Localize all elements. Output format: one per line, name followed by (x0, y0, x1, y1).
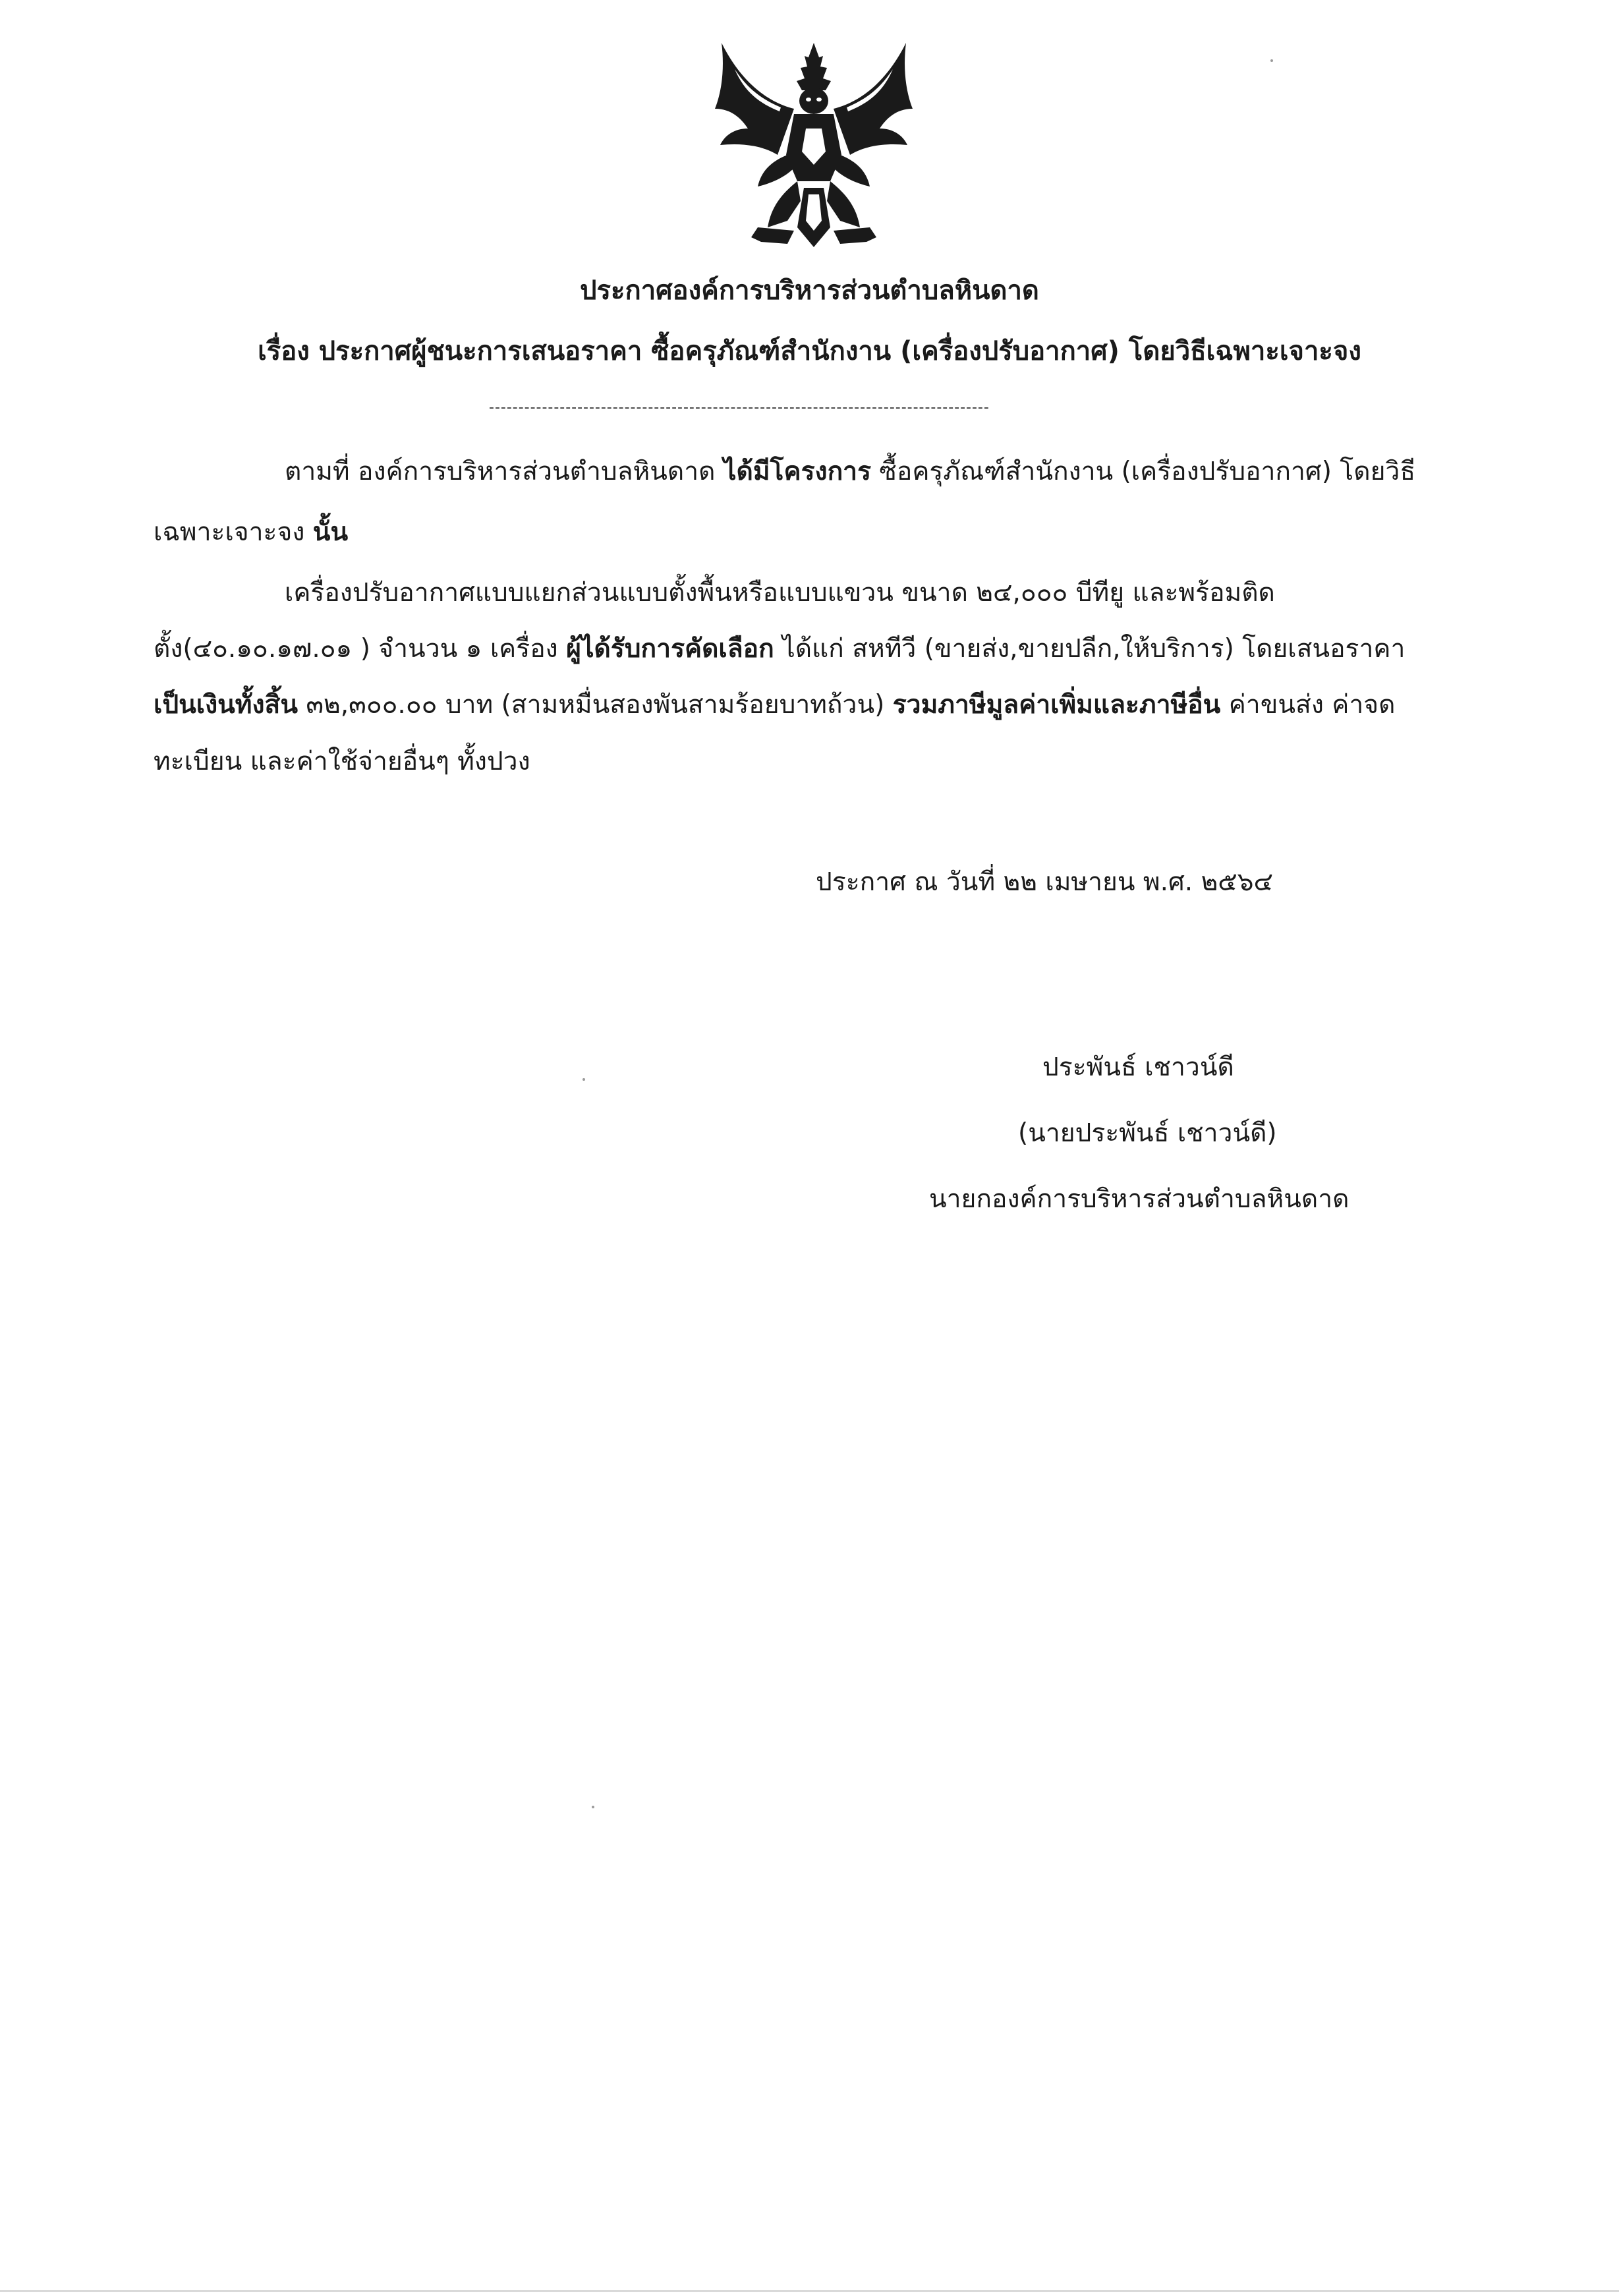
p1-line2-text-a: เฉพาะเจาะจง (154, 517, 313, 547)
p1-text-c: ซื้อครุภัณฑ์สำนักงาน (เครื่องปรับอากาศ) โดยวิธี (871, 457, 1416, 486)
announcement-date: ประกาศ ณ วันที่ ๒๒ เมษายน พ.ศ. ๒๕๖๔ (816, 867, 1274, 897)
scan-edge (0, 2290, 1619, 2292)
signature-name: ประพันธ์ เชาวน์ดี (1042, 1052, 1234, 1082)
p2-line3-text-a: เป็นเงินทั้งสิ้น (154, 690, 298, 720)
scan-speck (582, 1078, 585, 1081)
p2-line3-text-d: ค่าขนส่ง ค่าจด (1220, 690, 1396, 720)
separator-line: ------------------------------------------------------------------------------------- (489, 399, 990, 416)
garuda-emblem-icon (695, 30, 932, 267)
announcement-subject: เรื่อง ประกาศผู้ชนะการเสนอราคา ซื้อครุภัณฑ์สำนักงาน (เครื่องปรับอากาศ) โดยวิธีเฉพาะเจาะจง (258, 336, 1361, 366)
p1-text-b: ได้มีโครงการ (723, 457, 872, 486)
paragraph-2-line-1: เครื่องปรับอากาศแบบแยกส่วนแบบตั้งพื้นหรือแบบแขวน ขนาด ๒๔,๐๐๐ บีทียู และพร้อมติด (285, 578, 1275, 608)
paragraph-2-line-2 (154, 631, 1405, 668)
paragraph-2-line-4: ทะเบียน และค่าใช้จ่ายอื่นๆ ทั้งปวง (154, 747, 530, 776)
paragraph-2-line-3 (154, 687, 1395, 724)
paragraph-1-line-2 (154, 514, 348, 551)
p2-line2-text-c: ได้แก่ สหทีวี (ขายส่ง,ขายปลีก,ให้บริการ) โดยเสนอราคา (774, 634, 1406, 664)
p2-line2-text-b: ผู้ได้รับการคัดเลือก (566, 634, 774, 664)
signatory-position: นายกองค์การบริหารส่วนตำบลหินดาด (929, 1184, 1349, 1214)
scan-speck (592, 1806, 594, 1808)
scan-speck (1270, 59, 1273, 62)
p2-line2-text-a: ตั้ง(๔๐.๑๐.๑๗.๐๑ ) จำนวน ๑ เครื่อง (154, 634, 567, 664)
signatory-full-name: (นายประพันธ์ เชาวน์ดี) (1018, 1118, 1277, 1148)
p2-line3-text-c: รวมภาษีมูลค่าเพิ่มและภาษีอื่น (892, 690, 1221, 720)
p1-text-a: ตามที่ องค์การบริหารส่วนตำบลหินดาด (285, 457, 724, 486)
paragraph-1-line-1 (285, 453, 1415, 490)
p1-line2-text-b: นั้น (312, 517, 349, 547)
p2-line3-text-b: ๓๒,๓๐๐.๐๐ บาท (สามหมื่นสองพันสามร้อยบาทถ้วน) (298, 690, 893, 720)
announcement-title: ประกาศองค์การบริหารส่วนตำบลหินดาด (580, 275, 1039, 306)
